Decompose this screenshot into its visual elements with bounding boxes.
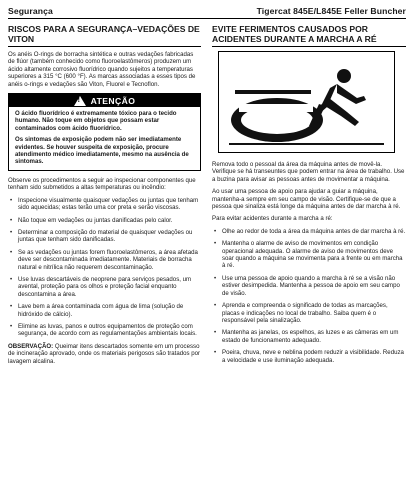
list-item: • Aprenda e compreenda o significado de todas as marcações, placas e indicações no local de trabalho. Saiba quem é o responsável pela sinalização. [212, 302, 406, 324]
reverse-paragraph-3: Para evitar acidentes durante a marcha a ré: [212, 215, 333, 223]
section-name: Segurança [8, 6, 53, 16]
list-item: • Mantenha o alarme de aviso de movimentos em condição operacional adequada. O alarme de aviso de movimentos deve soar quando a máquina se movimenta para a frente ou em marcha à ré. [212, 240, 406, 270]
warning-triangle-icon: ! [74, 96, 86, 106]
list-item: • Lave bem a área contaminada com água de lima (solução de hidróxido de cálcio). [8, 303, 201, 318]
observe-text: Observe os procedimentos a seguir ao inspecionar componentes que tenham sido submetidos a altas temperaturas ou incêndio: [8, 176, 196, 192]
list-item: • Olhe ao redor de toda a área da máquina antes de dar marcha à ré. [212, 228, 406, 235]
warning-header [9, 94, 200, 107]
page-header [8, 0, 406, 19]
list-item: • Use uma pessoa de apoio quando a marcha à ré se a visão não estiver desimpedida. Mantenha a pessoa de apoio em seu campo de visão. [212, 275, 406, 297]
list-item: • Poeira, chuva, neve e neblina podem reduzir a visibilidade. Reduza a velocidade e use iluminação adequada. [212, 349, 406, 364]
left-column [8, 24, 201, 370]
reverse-paragraph-1: Remova todo o pessoal da área da máquina antes de movê-la. Verifique se há transeuntes que podem entrar na área de trabalho. Use a buzina para avisar as pessoas antes de movimentar a máquina. [212, 161, 405, 183]
run-over-hazard-icon [219, 52, 394, 152]
list-item: • Não toque em vedações ou juntas danificadas pelo calor. [8, 217, 201, 224]
list-item: • Mantenha as janelas, os espelhos, as luzes e as câmeras em um estado de funcionamento adequado. [212, 329, 406, 344]
reverse-paragraph-2: Ao usar uma pessoa de apoio para ajudar a guiar a máquina, mantenha-a sempre em seu campo de visão. Certifique-se de que a pessoa que sinaliza está longe da máquina antes de dar marcha à ré. [212, 188, 401, 211]
viton-bullet-list [8, 197, 201, 338]
observation-lead: OBSERVAÇÃO: [8, 342, 54, 350]
observation-text: Queimar itens descartados somente em um processo de incineração aprovado, onde os materiais perigosos são tratados por lavagem alcalina. [8, 342, 201, 365]
viton-intro: Os anéis O-rings de borracha sintética e outras vedações fabricadas de flúor (também conhecido como fluoroelastômeros) produzem um ácido altamente corrosivo fluorídrico quando sujeitos a temperaturas superiores a 315 °C (600 °F). As marcas associadas a esses tipos de anéis o-rings e vedações são Viton, Fluorel e Tecnoflon. [8, 51, 196, 88]
warning-text-1: O ácido fluorídrico é extremamente tóxico para o tecido humano. Não toque em objetos que possam estar contaminados com ácido fluorídrico. [15, 110, 177, 132]
list-item: • Se as vedações ou juntas forem fluoroelastômeros, a área afetada deve ser descontaminada imediatamente. Materiais de borracha natural e nitrílica não requerem descontaminação. [8, 249, 201, 271]
observation-note [8, 343, 201, 365]
reverse-bullet-list [212, 228, 406, 364]
right-column [212, 24, 406, 369]
manual-title: Tigercat 845E/L845E Feller Buncher [256, 6, 406, 16]
list-item: • Elimine as luvas, panos e outros equipamentos de proteção com segurança, de acordo com as regulamentações ambientais locais. [8, 323, 201, 338]
list-item: • Inspecione visualmente quaisquer vedações ou juntas que tenham sido aquecidas; estas terão uma cor preta e serão viscosas. [8, 197, 201, 212]
warning-label: ATENÇÃO [90, 95, 136, 106]
list-item: • Use luvas descartáveis de neoprene para serviços pesados, um avental, proteção para os olhos e proteção facial enquanto descontamina a área. [8, 276, 201, 298]
viton-section-title: RISCOS PARA A SEGURANÇA–VEDAÇÕES DE VITON [8, 24, 201, 47]
reverse-section-title: EVITE FERIMENTOS CAUSADOS POR ACIDENTES DURANTE A MARCHA A RÉ [212, 24, 406, 47]
run-over-hazard-illustration [218, 51, 395, 153]
list-item: • Determinar a composição do material de quaisquer vedações ou juntas que tenham sido danificadas. [8, 229, 201, 244]
warning-text-2: Os sintomas de exposição podem não ser imediatamente evidentes. Se houver suspeita de exposição, procure atendimento médico imediatamente, mesmo na ausência de sintomas. [15, 136, 189, 166]
warning-box [8, 93, 201, 171]
